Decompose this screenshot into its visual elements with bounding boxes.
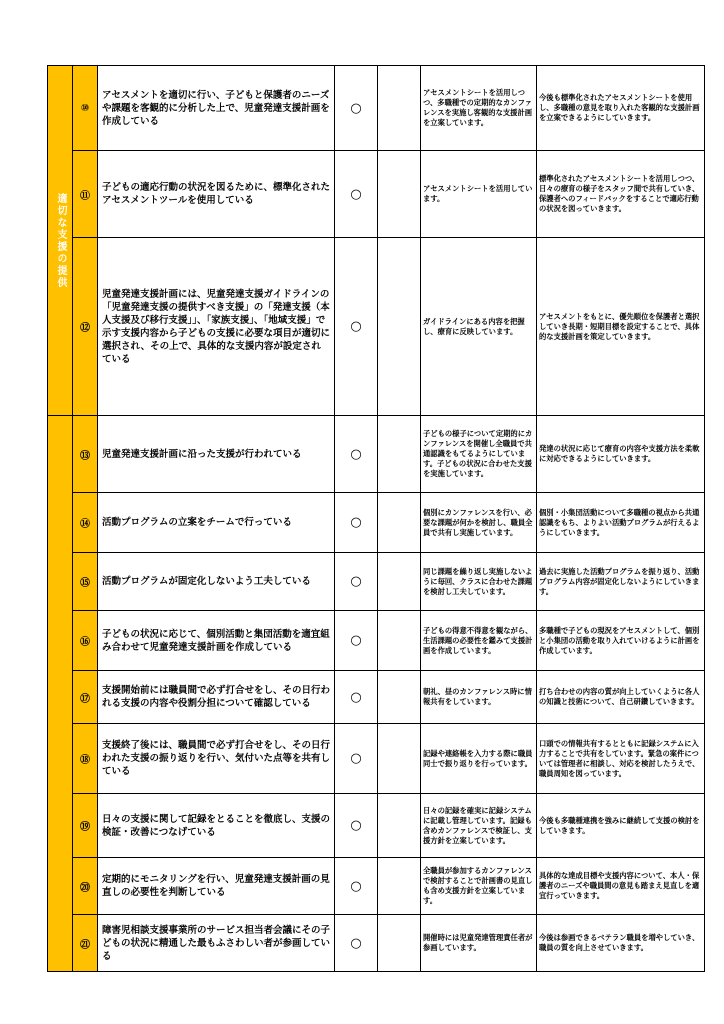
check-mark: ○ [335,724,378,794]
evaluation-table [47,65,705,972]
item-text: 支援開始前には職員間で必ず打合せをし、その日行われる支援の内容や役割分担について確認している [98,671,335,724]
table-row [48,858,705,915]
item-number: ⑭ [73,493,98,553]
category-cell-continued [48,416,73,972]
blank-cell [378,611,421,671]
improvement-plan: 今後も多職種連携を強みに継続して支援の検討をしていきます。 [537,794,705,858]
item-number: ⑱ [73,724,98,794]
improvement-plan: アセスメントをもとに、優先順位を保護者と選択していき長期・短期目標を設定することで、具体的な支援計画を策定していきます。 [537,238,705,416]
item-text: 支援終了後には、職員間で必ず打合せをし、その日行われた支援の振り返りを行い、気付いた点等を共有している [98,724,335,794]
status-note: 子どもの得意不得意を観ながら、生活課題の必要性を鑑みて支援計画を作成しています。 [421,611,537,671]
status-note: 開催時には児童発達管理責任者が参画しています。 [421,915,537,972]
check-mark: ○ [335,66,378,151]
status-note: アセスメントシートを活用しつつ、多職種での定期的なカンファレンスを実施し客観的な支援計画を立案しています。 [421,66,537,151]
item-number: ⑯ [73,611,98,671]
improvement-plan: 過去に実施した活動プログラムを振り返り、活動プログラム内容が固定化しないようにしていきます。 [537,553,705,611]
table-row [48,724,705,794]
item-text: 活動プログラムが固定化しないよう工夫している [98,553,335,611]
blank-cell [378,915,421,972]
table-row [48,66,705,151]
check-mark: ○ [335,238,378,416]
table-row [48,611,705,671]
table-row [48,151,705,238]
status-note: 全職員が参加するカンファレンスで検討することで計画書の見直しも含め支援方針を立案しています。 [421,858,537,915]
improvement-plan: 多職種で子どもの現況をアセスメントして、個別と小集団の活動を取り入れていけるように計画を作成しています。 [537,611,705,671]
improvement-plan: 打ち合わせの内容の質が向上していくように各人の知識と技術について、自己研鑽していきます。 [537,671,705,724]
item-text: 障害児相談支援事業所のサービス担当者会議にその子どもの状況に精通した最もふさわしい者が参画している [98,915,335,972]
item-number: ⑪ [73,151,98,238]
item-text: 児童発達支援計画に沿った支援が行われている [98,416,335,493]
improvement-plan: 今後も標準化されたアセスメントシートを使用し、多職種の意見を取り入れた客観的な支援計画を立案できるようにしていきます。 [537,66,705,151]
item-number: ㉑ [73,915,98,972]
item-number: ⑳ [73,858,98,915]
blank-cell [378,553,421,611]
blank-cell [378,238,421,416]
status-note: 日々の記録を確実に記録システムに記載し管理しています。記録も含めカンファレンスで検証し、支援方針を立案しています。 [421,794,537,858]
status-note: アセスメントシートを活用しています。 [421,151,537,238]
blank-cell [378,66,421,151]
item-text: 子どもの状況に応じて、個別活動と集団活動を適宜組み合わせて児童発達支援計画を作成している [98,611,335,671]
check-mark: ○ [335,611,378,671]
item-number: ⑲ [73,794,98,858]
blank-cell [378,493,421,553]
blank-cell [378,858,421,915]
item-text: アセスメントを適切に行い、子どもと保護者のニーズや課題を客観的に分析した上で、児童発達支援計画を作成している [98,66,335,151]
check-mark: ○ [335,151,378,238]
table-row [48,553,705,611]
check-mark: ○ [335,794,378,858]
item-number: ⑬ [73,416,98,493]
check-mark: ○ [335,416,378,493]
item-number: ⑰ [73,671,98,724]
category-cell [48,66,73,416]
improvement-plan: 口頭での情報共有するとともに記録システムに入力することで共有をしています。緊急の案件については管理者に相談し、対応を検討したうえで、職員周知を図っています。 [537,724,705,794]
item-number: ⑫ [73,238,98,416]
status-note: 同じ課題を繰り返し実施しないように毎回、クラスに合わせた課題を検討し工夫しています。 [421,553,537,611]
category-label: 適切な支援の提供 [55,192,66,289]
status-note: 子どもの様子について定期的にカンファレンスを開催し全職員で共通認識をもてるようにしています。子どもの状況に合わせた支援を実施しています。 [421,416,537,493]
improvement-plan: 発達の状況に応じて療育の内容や支援方法を柔軟に対応できるようにしていきます。 [537,416,705,493]
blank-cell [378,151,421,238]
table-row [48,416,705,493]
improvement-plan: 個別・小集団活動について多職種の視点から共通認識をもち、よりよい活動プログラムが行えるようにしていきます。 [537,493,705,553]
improvement-plan: 今後は参画できるベテラン職員を増やしていき、職員の質を向上させていきます。 [537,915,705,972]
improvement-plan: 標準化されたアセスメントシートを活用しつつ、日々の療育の様子をスタッフ間で共有していき、保護者へのフィードバックをすることで適応行動の状況を図っていきます。 [537,151,705,238]
item-text: 定期的にモニタリングを行い、児童発達支援計画の見直しの必要性を判断している [98,858,335,915]
blank-cell [378,416,421,493]
status-note: 朝礼、昼のカンファレンス時に情報共有をしています。 [421,671,537,724]
item-text: 児童発達支援計画には、児童発達支援ガイドラインの「児童発達支援の提供すべき支援」の「発達支援（本人支援及び移行支援」」、「家族支援」、「地域支援」で示す支援内容から子どもの支援に必要な項目が適切に選択され、その上で、具体的な支援内容が設定されている [98,238,335,416]
blank-cell [378,671,421,724]
check-mark: ○ [335,493,378,553]
check-mark: ○ [335,671,378,724]
status-note: ガイドラインにある内容を把握し、療育に反映しています。 [421,238,537,416]
blank-cell [378,794,421,858]
check-mark: ○ [335,915,378,972]
item-text: 日々の支援に関して記録をとることを徹底し、支援の検証・改善につなげている [98,794,335,858]
improvement-plan: 具体的な達成目標や支援内容について、本人・保護者のニーズや職員間の意見も踏まえ見直しを適宜行っていきます。 [537,858,705,915]
table-row [48,794,705,858]
table-row [48,493,705,553]
table-row [48,915,705,972]
item-text: 活動プログラムの立案をチームで行っている [98,493,335,553]
blank-cell [378,724,421,794]
table-row [48,238,705,416]
status-note: 記録や連絡帳を入力する際に職員同士で振り返りを行っています。 [421,724,537,794]
table-row [48,671,705,724]
item-number: ⑮ [73,553,98,611]
status-note: 個別にカンファレンスを行い、必要な課題が何かを検討し、職員全員で共有し実施しています。 [421,493,537,553]
check-mark: ○ [335,858,378,915]
check-mark: ○ [335,553,378,611]
item-text: 子どもの適応行動の状況を図るために、標準化されたアセスメントツールを使用している [98,151,335,238]
item-number: ⑩ [73,66,98,151]
